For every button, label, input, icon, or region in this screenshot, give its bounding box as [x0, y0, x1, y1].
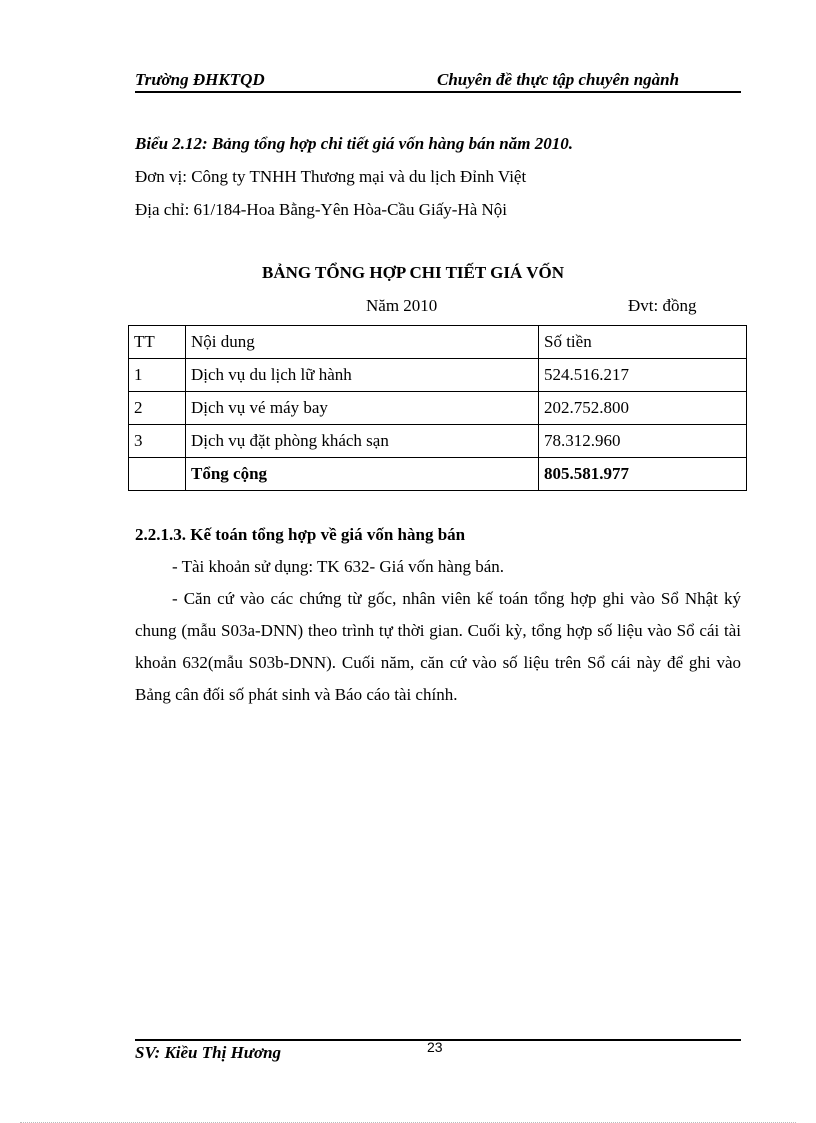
row-tt: 2 — [129, 392, 186, 425]
table-total-row — [129, 458, 747, 491]
company-address: Địa chỉ: 61/184-Hoa Bằng-Yên Hòa-Cầu Giấy-Hà Nội — [135, 200, 508, 219]
header-school: Trường ĐHKTQD — [135, 70, 265, 89]
table-row — [129, 425, 747, 458]
total-amount: 805.581.977 — [539, 458, 747, 491]
header-tt: TT — [129, 326, 186, 359]
row-content: Dịch vụ vé máy bay — [186, 392, 539, 425]
header-amount: Số tiền — [539, 326, 747, 359]
total-label: Tổng cộng — [186, 458, 539, 491]
company-unit: Đơn vị: Công ty TNHH Thương mại và du lịch Đỉnh Việt — [135, 167, 527, 186]
row-content: Dịch vụ đặt phòng khách sạn — [186, 425, 539, 458]
total-tt — [129, 458, 186, 491]
table-header-row — [129, 326, 747, 359]
table-row — [129, 392, 747, 425]
footer-student: SV: Kiều Thị Hương — [135, 1043, 282, 1062]
table-caption: Biểu 2.12: Bảng tổng hợp chi tiết giá vốn hàng bán năm 2010. — [135, 134, 573, 153]
row-tt: 3 — [129, 425, 186, 458]
row-tt: 1 — [129, 359, 186, 392]
header-rule — [135, 91, 741, 93]
row-amount: 524.516.217 — [539, 359, 747, 392]
header-content: Nội dung — [186, 326, 539, 359]
table-title: BẢNG TỔNG HỢP CHI TIẾT GIÁ VỐN — [262, 263, 564, 282]
table-year: Năm 2010 — [366, 296, 438, 315]
currency-unit: Đvt: đồng — [628, 296, 697, 315]
table-row — [129, 359, 747, 392]
header-report-type: Chuyên đề thực tập chuyên ngành — [437, 70, 680, 89]
row-content: Dịch vụ du lịch lữ hành — [186, 359, 539, 392]
cost-summary-table — [128, 325, 747, 491]
row-amount: 202.752.800 — [539, 392, 747, 425]
paragraph-procedure: - Căn cứ vào các chứng từ gốc, nhân viên kế toán tổng hợp ghi vào Sổ Nhật ký chung (mẫu S03a-DNN) theo trình tự thời gian. Cuối kỳ, tổng hợp số liệu vào Sổ cái tài khoản 632(mẫu S03b-DNN). Cuối năm, căn cứ vào số liệu trên Sổ cái này để ghi vào Bảng cân đối số phát sinh và Báo cáo tài chính. — [135, 589, 741, 704]
section-title: 2.2.1.3. Kế toán tổng hợp về giá vốn hàng bán — [135, 525, 466, 544]
page-number: 23 — [427, 1039, 443, 1055]
paragraph-account: - Tài khoản sử dụng: TK 632- Giá vốn hàng bán. — [172, 557, 505, 576]
row-amount: 78.312.960 — [539, 425, 747, 458]
